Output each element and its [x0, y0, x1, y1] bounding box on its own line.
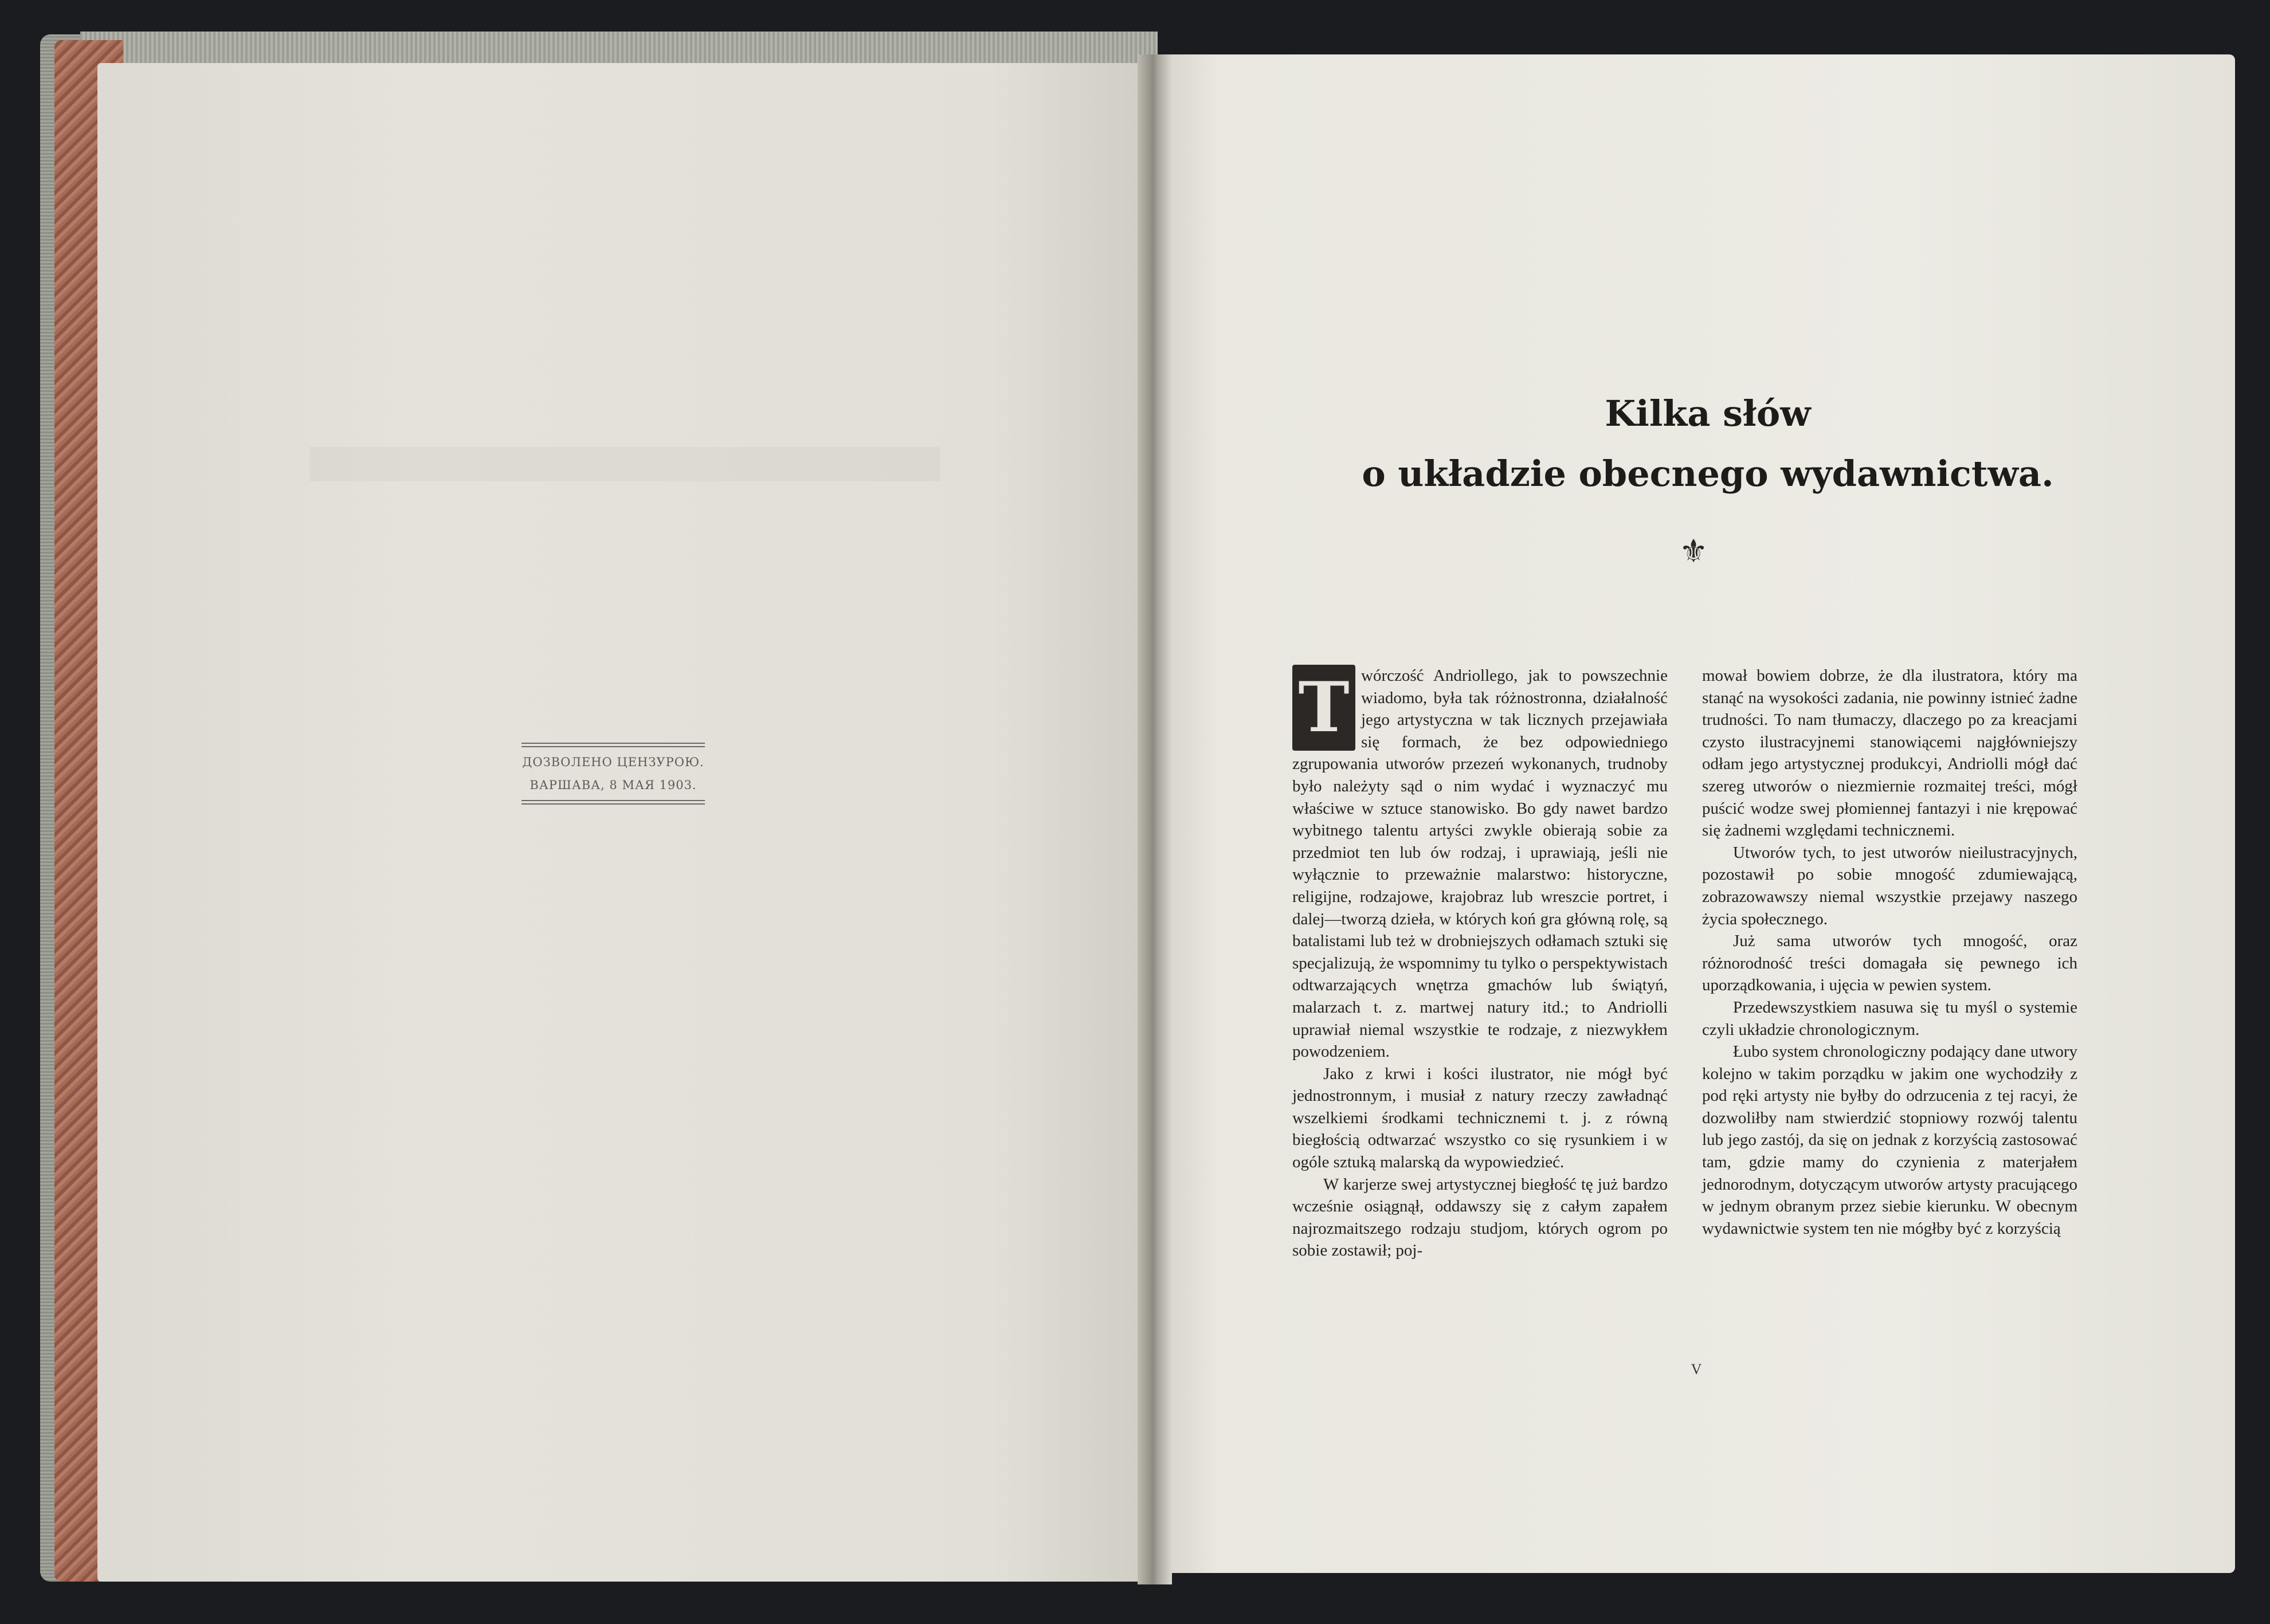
fleur-de-lis-icon: ⚜ — [1679, 533, 1708, 570]
paragraph: Przedewszystkiem nasuwa się tu myśl o systemie czyli układzie chronologicznym. — [1702, 998, 2077, 1039]
censor-rule-top — [522, 743, 705, 747]
bleed-through-subtitle — [309, 447, 940, 481]
censorship-stamp — [522, 739, 705, 808]
chapter-title-line-2: o układzie obecnego wydawnictwa. — [1362, 453, 2054, 495]
chapter-title-line-1: Kilka słów — [1605, 393, 1811, 434]
paragraph: Już sama utworów tych mnogość, oraz różnorodność treści domagała się pewnego ich uporządkowania, i ujęcia w pewien system. — [1702, 932, 2077, 995]
page-number: V — [1691, 1361, 1702, 1378]
paragraph: mował bowiem dobrze, że dla ilustratora, który ma stanąć na wysokości zadania, nie powinny istnieć żadne trudności. To nam tłumaczy, dlaczego po za kreacjami czysto ilustracyjnemi stanowiącemi najgłówniejszy odłam jego artystycznej produkcyi, Andriolli mógł dać szereg utworów o niezmiernie rozmaitej treści, mógł puścić wodze swej płomiennej fantazyi i nie krępować się żadnemi względami technicznemi. — [1702, 666, 2077, 840]
text-column-left — [1292, 665, 1668, 1262]
left-page — [97, 63, 1152, 1582]
paragraph: W karjerze swej artystycznej biegłość tę już bardzo wcześnie osiągnął, oddawszy się z całym zapałem najrozmaitszego rodzaju studjom, których ogrom po sobie zostawił; poj- — [1292, 1175, 1668, 1260]
paragraph: Utworów tych, to jest utworów nieilustracyjnych, pozostawił po sobie mnogość zdumiewającą, zobrazowawszy niemal wszystkie przejawy naszego życia społecznego. — [1702, 843, 2077, 928]
text-column-right — [1702, 665, 2077, 1239]
decorative-initial: T — [1292, 665, 1355, 751]
paragraph: Łubo system chronologiczny podający dane utwory kolejno w takim porządku w jakim one wychodziły z pod ręki artysty nie byłby do odrzucenia z tej racyi, że dozwoliłby nam stwierdzić stopniowy rozwój talentu lub jego zastój, da się on jednak z korzyścią zastosować tam, gdzie mamy do czynienia z materjałem jednorodnym, dotyczącym utworów artysty pracującego w jednym obranym przez siebie kierunku. W obecnym wydawnictwie system ten nie mógłby być z korzyścią — [1702, 1042, 2077, 1238]
censor-line-1: ДОЗВОЛЕНО ЦЕНЗУРОЮ. — [522, 755, 704, 769]
censor-rule-bottom — [522, 800, 705, 805]
book-gutter — [1138, 54, 1172, 1584]
paragraph — [1292, 665, 1668, 1063]
paragraph: Jako z krwi i kości ilustrator, nie mógł być jednostronnym, i musiał z natury rzeczy zawładnąć wszelkiemi środkami technicznemi t. j. z równą biegłością odtwarzać wszystko co się rysunkiem i w ogóle sztuką malarską da wypowiedzieć. — [1292, 1064, 1668, 1172]
censor-line-2: ВАРШАВА, 8 МАЯ 1903. — [530, 778, 697, 792]
paragraph-text: wórczość Andriollego, jak to powszechnie wiadomo, była tak różnostronna, działalność jego artystyczna w tak licznych przejawiała się formach, że bez odpowiedniego zgrupowania utworów przezeń wykonanych, trudnoby było należyty sąd o nim wydać i wyznaczyć mu właściwe w sztuce stanowisko. Bo gdy nawet bardzo wybitnego talentu artyści zwykle obierają sobie za przedmiot ten lub ów rodzaj, i uprawiają, jeśli nie wyłącznie to przeważnie malarstwo: historyczne, religijne, rodzajowe, krajobraz lub wreszcie portret, i dalej—tworzą dzieła, w których koń gra główną rolę, są batalistami lub też w drobniejszych odłamach sztuki się specjalizują, że wspomnimy tu tylko o perspektywistach odtwarzających wnętrza gmachów lub świątyń, malarzach t. z. martwej natury itd.; to Andriolli uprawiał niemal wszystkie te rodzaje, z niezwykłem powodzeniem. — [1292, 666, 1668, 1061]
